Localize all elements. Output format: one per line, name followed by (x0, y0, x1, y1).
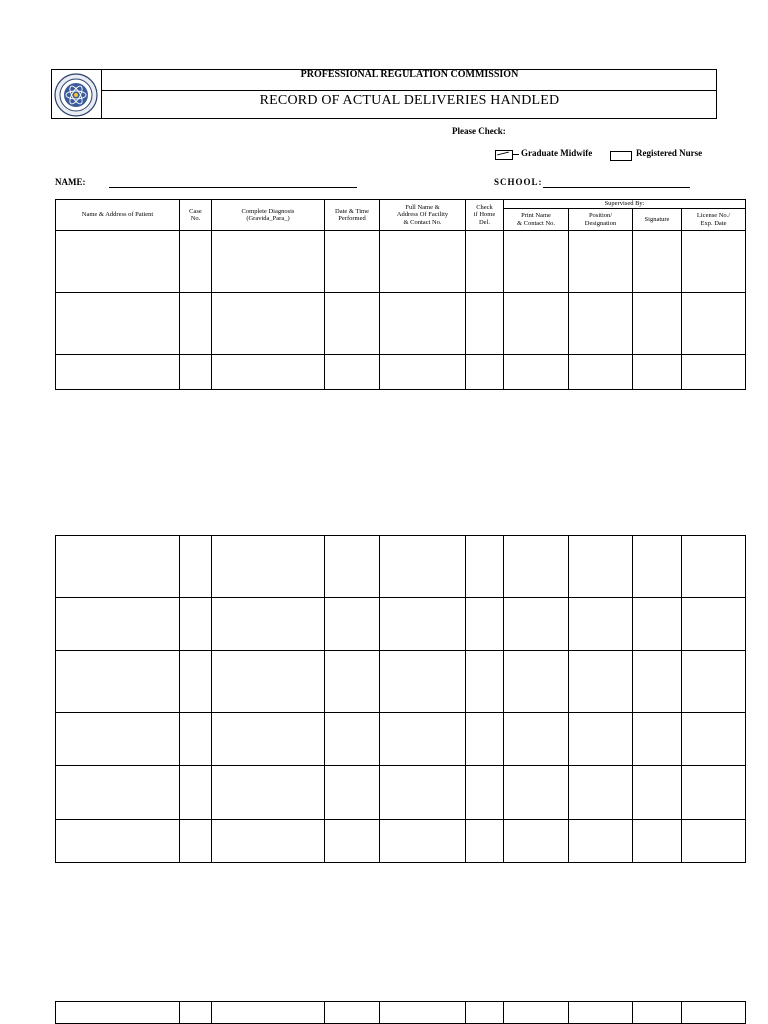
deliveries-table-continued (55, 535, 746, 863)
header-home-delivery: Check if Home Del. (466, 200, 504, 231)
header-diagnosis: Complete Diagnosis (Gravida_Para_) (212, 200, 325, 231)
table-row (56, 536, 746, 598)
header-facility: Full Name & Address Of Facility & Contact No. (380, 200, 466, 231)
school-field[interactable] (543, 187, 690, 188)
name-field[interactable] (109, 187, 357, 188)
table-row (56, 713, 746, 766)
organization-name: PROFESSIONAL REGULATION COMMISSION (300, 69, 519, 80)
table-row (56, 766, 746, 820)
please-check-label: Please Check: (452, 126, 506, 136)
deliveries-table-continued-2 (55, 1001, 746, 1024)
name-label: NAME: (55, 177, 86, 187)
header-position: Position/ Designation (569, 209, 633, 231)
form-title: RECORD OF ACTUAL DELIVERIES HANDLED (259, 93, 560, 108)
header-supervised-by: Supervised By: (504, 200, 746, 209)
table-row (56, 1002, 746, 1024)
header-case-no: Case No. (180, 200, 212, 231)
check-dash (513, 154, 519, 155)
table-row (56, 231, 746, 293)
graduate-midwife-label: Graduate Midwife (521, 148, 593, 158)
table-row (56, 651, 746, 713)
table-row (56, 355, 746, 390)
registered-nurse-label: Registered Nurse (636, 148, 703, 158)
table-row (56, 820, 746, 863)
deliveries-table (55, 199, 746, 390)
school-label: SCHOOL: (494, 177, 543, 187)
header-signature: Signature (633, 209, 682, 231)
header-date-time: Date & Time Performed (325, 200, 380, 231)
header-license: License No./ Exp. Date (682, 209, 746, 231)
table-row (56, 293, 746, 355)
table-row (56, 598, 746, 651)
prc-seal-icon (54, 73, 98, 117)
header-print-name: Print Name & Contact No. (504, 209, 569, 231)
header-patient: Name & Address of Patient (56, 200, 180, 231)
registered-nurse-checkbox[interactable] (610, 151, 632, 161)
